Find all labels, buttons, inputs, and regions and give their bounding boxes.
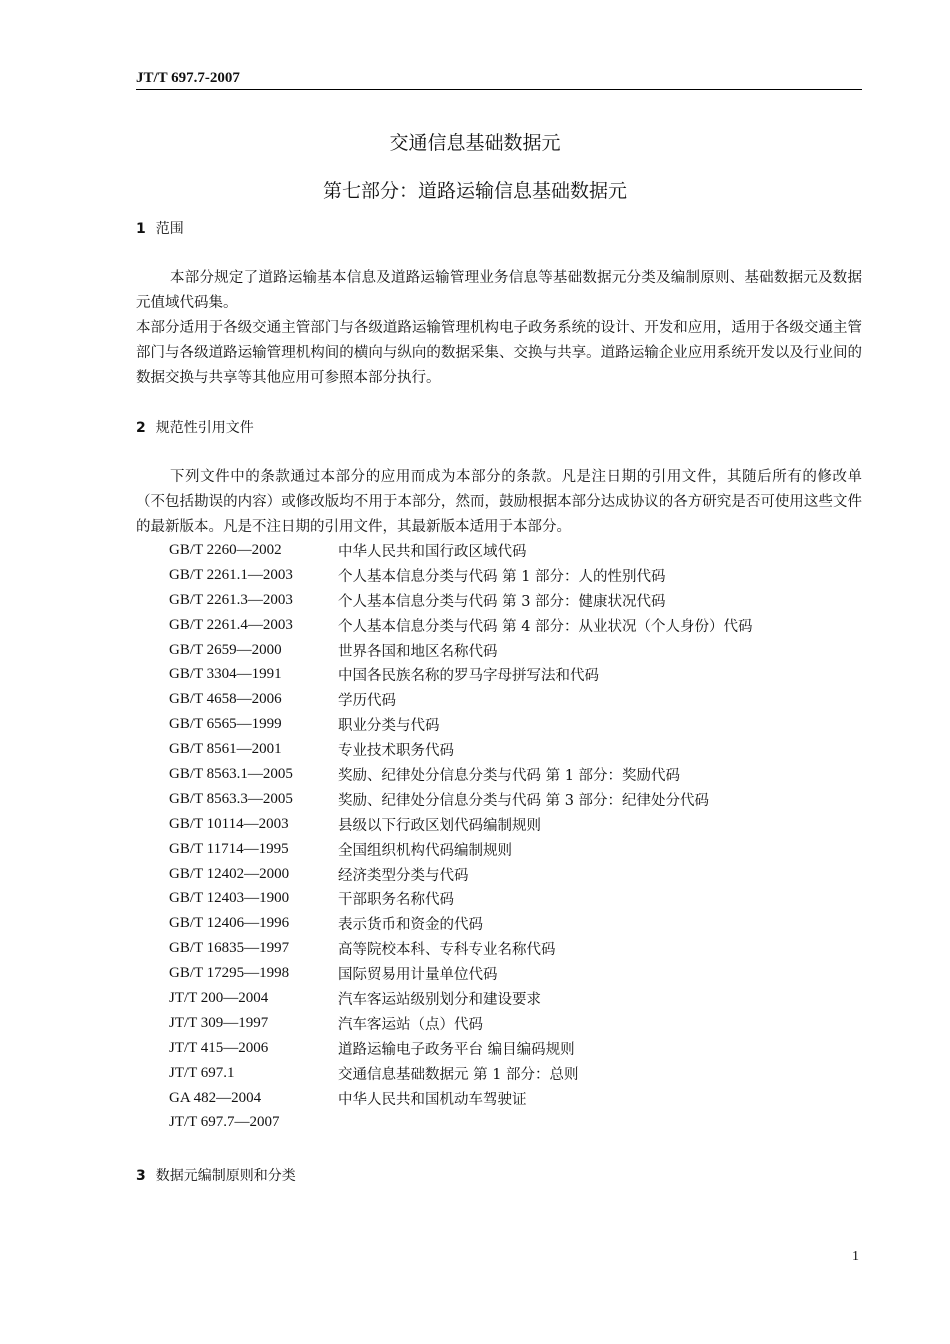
reference-title: 个人基本信息分类与代码 第 1 部分：人的性别代码 bbox=[338, 568, 666, 585]
reference-code: JT/T 200—2004 bbox=[169, 989, 269, 1006]
reference-title: 道路运输电子政务平台 编目编码规则 bbox=[338, 1041, 575, 1058]
reference-item bbox=[169, 862, 862, 887]
page-number: 1 bbox=[852, 1249, 859, 1264]
reference-item bbox=[169, 563, 862, 588]
reference-title: 奖励、纪律处分信息分类与代码 第 1 部分：奖励代码 bbox=[338, 767, 681, 784]
reference-title: 专业技术职务代码 bbox=[338, 743, 454, 760]
reference-title: 中国各民族名称的罗马字母拼写法和代码 bbox=[338, 668, 599, 685]
reference-code: GB/T 6565—1999 bbox=[169, 716, 282, 733]
reference-title: 表示货币和资金的代码 bbox=[338, 917, 483, 934]
reference-code: GB/T 3304—1991 bbox=[169, 666, 282, 683]
section-number: 2 bbox=[136, 420, 146, 436]
reference-code: GB/T 8561—2001 bbox=[169, 741, 282, 758]
reference-title: 干部职务名称代码 bbox=[338, 892, 454, 909]
reference-code: GB/T 2659—2000 bbox=[169, 641, 282, 658]
scope-paragraph-2: 本部分适用于各级交通主管部门与各级道路运输管理机构电子政务系统的设计、开发和应用，适用于各级交通主管部门与各级道路运输管理机构间的横向与纵向的数据采集、交换与共享。道路运输企业应用系统开发以及行业间的数据交换与共享等其他应用可参照本部分执行。 bbox=[136, 320, 862, 386]
reference-item bbox=[169, 662, 862, 687]
reference-item bbox=[169, 1061, 862, 1086]
reference-item bbox=[169, 762, 862, 787]
reference-item bbox=[169, 712, 862, 737]
reference-item bbox=[169, 911, 862, 936]
section-number: 3 bbox=[136, 1168, 146, 1184]
reference-code: GB/T 17295—1998 bbox=[169, 965, 290, 982]
reference-code: GB/T 2261.1—2003 bbox=[169, 566, 293, 583]
reference-item bbox=[169, 588, 862, 613]
reference-item bbox=[169, 1036, 862, 1061]
reference-item bbox=[169, 812, 862, 837]
reference-item bbox=[169, 687, 862, 712]
reference-item bbox=[169, 638, 862, 663]
reference-title: 汽车客运站（点）代码 bbox=[338, 1016, 483, 1033]
reference-title: 中华人民共和国机动车驾驶证 bbox=[338, 1091, 527, 1108]
reference-code: GB/T 2260—2002 bbox=[169, 541, 282, 558]
section-heading-references bbox=[136, 417, 254, 437]
section-number: 1 bbox=[136, 221, 146, 237]
reference-title: 个人基本信息分类与代码 第 3 部分：健康状况代码 bbox=[338, 593, 666, 610]
reference-title: 国际贸易用计量单位代码 bbox=[338, 967, 498, 984]
header-rule bbox=[136, 89, 862, 90]
reference-item bbox=[169, 737, 862, 762]
reference-title: 县级以下行政区划代码编制规则 bbox=[338, 817, 541, 834]
reference-item bbox=[169, 538, 862, 563]
reference-title: 学历代码 bbox=[338, 693, 396, 710]
reference-item bbox=[169, 961, 862, 986]
reference-item bbox=[169, 1110, 862, 1135]
reference-item bbox=[169, 1086, 862, 1111]
reference-code: JT/T 697.1 bbox=[169, 1064, 235, 1081]
section-heading-principles bbox=[136, 1165, 296, 1185]
reference-item bbox=[169, 1011, 862, 1036]
reference-title: 中华人民共和国行政区域代码 bbox=[338, 543, 527, 560]
reference-code: GB/T 4658—2006 bbox=[169, 691, 282, 708]
reference-title: 交通信息基础数据元 第 1 部分：总则 bbox=[338, 1066, 579, 1083]
reference-code: GB/T 2261.4—2003 bbox=[169, 616, 293, 633]
reference-code: GB/T 2261.3—2003 bbox=[169, 591, 293, 608]
references-intro: 下列文件中的条款通过本部分的应用而成为本部分的条款。凡是注日期的引用文件，其随后所有的修改单（不包括勘误的内容）或修改版均不用于本部分，然而，鼓励根据本部分达成协议的各方研究是否可使用这些文件的最新版本。凡是不注日期的引用文件，其最新版本适用于本部分。 bbox=[136, 469, 862, 535]
reference-title: 个人基本信息分类与代码 第 4 部分：从业状况（个人身份）代码 bbox=[338, 618, 753, 635]
reference-item bbox=[169, 837, 862, 862]
reference-title: 全国组织机构代码编制规则 bbox=[338, 842, 512, 859]
reference-item bbox=[169, 986, 862, 1011]
reference-item bbox=[169, 613, 862, 638]
reference-title: 高等院校本科、专科专业名称代码 bbox=[338, 942, 556, 959]
reference-code: GB/T 8563.1—2005 bbox=[169, 765, 293, 782]
reference-code: GB/T 10114—2003 bbox=[169, 815, 289, 832]
reference-code: GB/T 16835—1997 bbox=[169, 940, 290, 957]
reference-item bbox=[169, 936, 862, 961]
reference-title: 世界各国和地区名称代码 bbox=[338, 643, 498, 660]
reference-title: 汽车客运站级别划分和建设要求 bbox=[338, 991, 541, 1008]
reference-code: GB/T 12403—1900 bbox=[169, 890, 290, 907]
reference-code: JT/T 309—1997 bbox=[169, 1014, 269, 1031]
reference-code: GB/T 11714—1995 bbox=[169, 840, 289, 857]
reference-title: 经济类型分类与代码 bbox=[338, 867, 469, 884]
section-title: 数据元编制原则和分类 bbox=[155, 1168, 296, 1184]
reference-title: 奖励、纪律处分信息分类与代码 第 3 部分：纪律处分代码 bbox=[338, 792, 710, 809]
reference-code: GB/T 12402—2000 bbox=[169, 865, 290, 882]
reference-code: GB/T 8563.3—2005 bbox=[169, 790, 293, 807]
document-subtitle: 第七部分：道路运输信息基础数据元 bbox=[322, 180, 627, 202]
section-title: 范围 bbox=[155, 221, 184, 237]
reference-title: 职业分类与代码 bbox=[338, 718, 440, 735]
scope-paragraph-1: 本部分规定了道路运输基本信息及道路运输管理业务信息等基础数据元分类及编制原则、基础数据元及数据元值域代码集。 bbox=[136, 270, 862, 311]
reference-code: GB/T 12406—1996 bbox=[169, 915, 290, 932]
reference-list bbox=[169, 538, 862, 1135]
reference-item bbox=[169, 787, 862, 812]
document-code: JT/T 697.7-2007 bbox=[136, 70, 240, 86]
reference-item bbox=[169, 886, 862, 911]
reference-code: GA 482—2004 bbox=[169, 1089, 262, 1106]
reference-code: JT/T 415—2006 bbox=[169, 1039, 269, 1056]
section-title: 规范性引用文件 bbox=[155, 420, 254, 436]
document-title: 交通信息基础数据元 bbox=[389, 132, 561, 154]
section-heading-scope bbox=[136, 218, 184, 238]
reference-code: JT/T 697.7—2007 bbox=[169, 1114, 280, 1131]
